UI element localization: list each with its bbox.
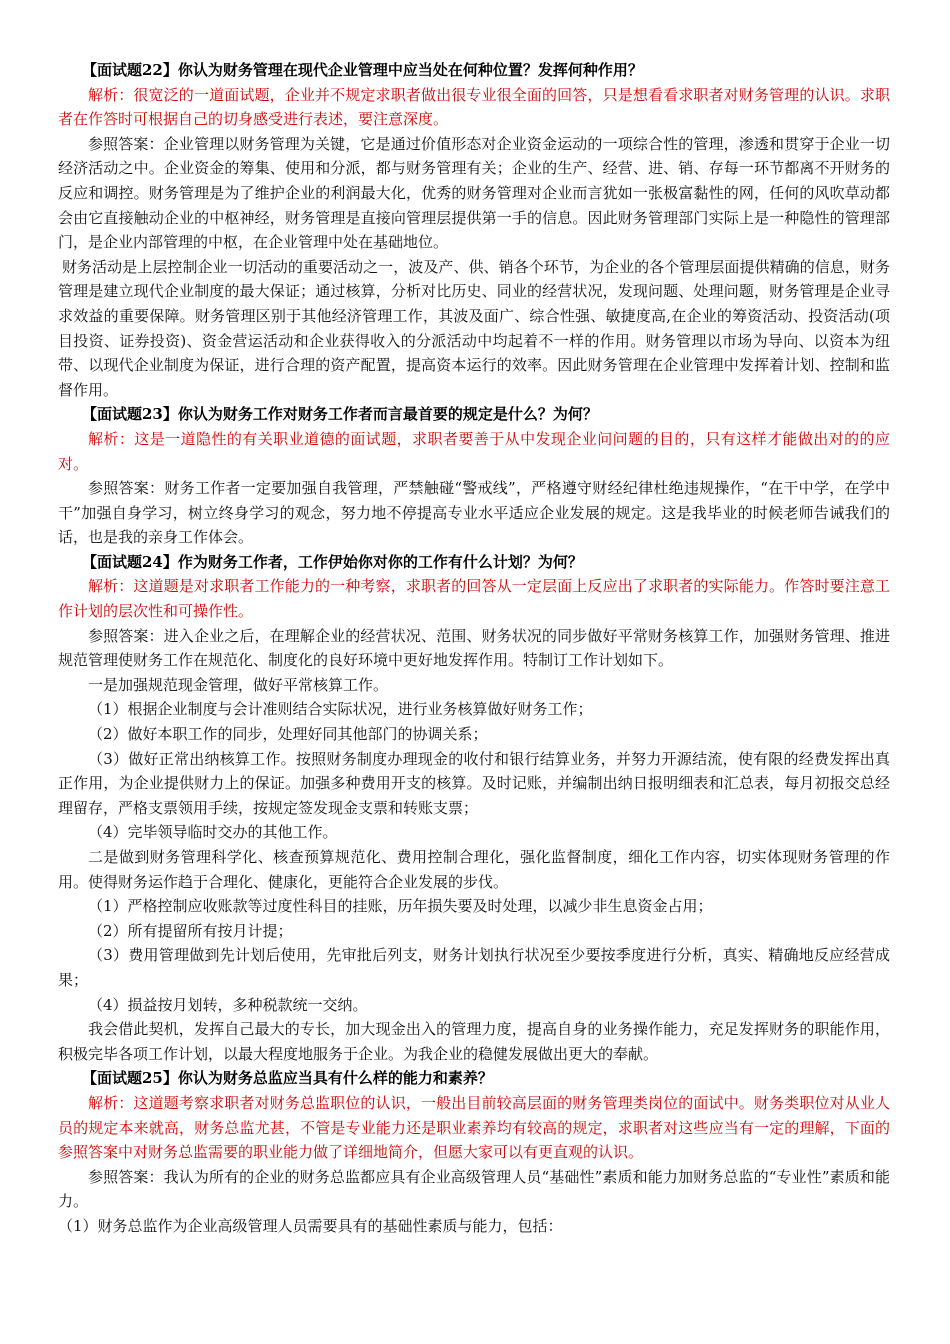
plan-item-1-sub-4: （4）完毕领导临时交办的其他工作。: [88, 823, 338, 842]
plan-item-1-title: 一是加强规范现金管理，做好平常核算工作。: [88, 675, 389, 694]
question-24-answer-paragraph: 参照答案：进入企业之后，在理解企业的经营状况、范围、财务状况的同步做好平常财务核算工作，加强财务管理、推进规范管理使财务工作在规范化、制度化的良好环境中更好地发挥作用。特制订工作计划如下。: [58, 626, 890, 670]
plan-item-2-sub-2: （2）所有提留所有按月计提；: [88, 921, 293, 940]
question-22-answer-paragraph: 参照答案：企业管理以财务管理为关键，它是通过价值形态对企业资金运动的一项综合性的管理，渗透和贯穿于企业一切经济活动之中。企业资金的筹集、使用和分派，都与财务管理有关；企业的生产、经营、进、销、存每一环节都离不开财务的反应和调控。财务管理是为了维护企业的利润最大化，优秀的财务管理对企业而言犹如一张极富黏性的网，任何的风吹草动都会由它直接触动企业的中枢神经，财务管理是直接向管理层提供第一手的信息。因此财务管理部门实际上是一种隐性的管理部门，是企业内部管理的中枢，在企业管理中处在基础地位。: [58, 134, 890, 252]
question-25-heading: 【面试题25】你认为财务总监应当具有什么样的能力和素养？: [82, 1069, 493, 1088]
plan-item-2-title: 二是做到财务管理科学化、核查预算规范化、费用控制合理化，强化监督制度，细化工作内容，切实体现财务管理的作用。使得财务运作趋于合理化、健康化，更能符合企业发展的步伐。: [58, 848, 890, 891]
question-22-answer-paragraph-2: 财务活动是上层控制企业一切活动的重要活动之一，波及产、供、销各个环节，为企业的各个管理层面提供精确的信息，财务管理是建立现代企业制度的最大保证；通过核算，分析对比历史、同业的经营状况，发现问题、处理问题，财务管理是企业寻求效益的重要保障。财务管理区别于其他经济管理工作，其波及面广、综合性强、敏捷度高,在企业的筹资活动、投资活动(项目投资、证券投资)、资金营运活动和企业获得收入的分派活动中均起着不一样的作用。财务管理以市场为导向、以资本为纽带、以现代企业制度为保证，进行合理的资产配置，提高资本运行的效率。因此财务管理在企业管理中发挥着计划、控制和监督作用。: [58, 257, 890, 399]
question-23-answer-paragraph: 参照答案：财务工作者一定要加强自我管理，严禁触碰“警戒线”，严格遵守财经纪律杜绝违规操作，“在干中学，在学中干”加强自身学习，树立终身学习的观念，努力地不停提高专业水平适应企业发展的规定。这是我毕业的时候老师告诫我们的话，也是我的亲身工作体会。: [58, 479, 890, 547]
plan-item-1-sub-3: （3）做好正常出纳核算工作。按照财务制度办理现金的收付和银行结算业务，并努力开源结流，使有限的经费发挥出真正作用，为企业提供财力上的保证。加强多种费用开支的核算。及时记账，并编制出纳日报明细表和汇总表，每月初报交总经理留存，严格支票领用手续，按规定签发现金支票和转账支票；: [58, 749, 890, 817]
question-24-closing-paragraph: 我会借此契机，发挥自己最大的专长，加大现金出入的管理力度，提高自身的业务操作能力，充足发挥财务的职能作用，积极完毕各项工作计划，以最大程度地服务于企业。为我企业的稳健发展做出更大的奉献。: [58, 1020, 890, 1063]
plan-item-2-sub-1: （1）严格控制应收账款等过度性科目的挂账，历年损失要及时处理，以减少非生息资金占用；: [88, 897, 713, 916]
question-22-analysis: 解析：很宽泛的一道面试题，企业并不规定求职者做出很专业很全面的回答，只是想看看求职者对财务管理的认识。求职者在作答时可根据自己的切身感受进行表述，要注意深度。: [58, 85, 890, 129]
question-24-analysis: 解析：这道题是对求职者工作能力的一种考察，求职者的回答从一定层面上反应出了求职者的实际能力。作答时要注意工作计划的层次性和可操作性。: [58, 577, 890, 621]
plan-item-2-sub-3: （3）费用管理做到先计划后使用，先审批后列支，财务计划执行状况至少要按季度进行分析，真实、精确地反应经营成果；: [58, 946, 890, 989]
plan-item-1-sub-2: （2）做好本职工作的同步，处理好同其他部门的协调关系；: [88, 725, 488, 744]
question-25-answer-paragraph: 参照答案：我认为所有的企业的财务总监都应具有企业高级管理人员“基础性”素质和能力加财务总监的“专业性”素质和能力。: [58, 1167, 890, 1211]
plan-item-2-sub-4: （4）损益按月划转，多种税款统一交纳。: [88, 995, 368, 1014]
question-25-analysis: 解析：这道题考察求职者对财务总监职位的认识，一般出目前较高层面的财务管理类岗位的面试中。财务类职位对从业人员的规定本来就高，财务总监尤甚，不管是专业能力还是职业素养均有较高的规定，求职者对这些应当有一定的理解，下面的参照答案中对财务总监需要的职业能力做了详细地简介，但愿大家可以有更直观的认识。: [58, 1093, 890, 1162]
question-23-analysis: 解析：这是一道隐性的有关职业道德的面试题，求职者要善于从中发现企业问问题的目的，只有这样才能做出对的的应对。: [58, 429, 890, 473]
question-25-answer-item-1: （1）财务总监作为企业高级管理人员需要具有的基础性素质与能力，包括：: [58, 1216, 563, 1235]
plan-item-1-sub-1: （1）根据企业制度与会计准则结合实际状况，进行业务核算做好财务工作；: [88, 700, 593, 719]
question-24-heading: 【面试题24】作为财务工作者，工作伊始你对你的工作有什么计划？为何？: [82, 552, 583, 571]
document-page: [58, 58, 890, 1239]
question-22-heading: 【面试题22】你认为财务管理在现代企业管理中应当处在何种位置？发挥何种作用？: [82, 61, 643, 79]
question-23-heading: 【面试题23】你认为财务工作对财务工作者而言最首要的规定是什么？为何？: [82, 405, 598, 424]
